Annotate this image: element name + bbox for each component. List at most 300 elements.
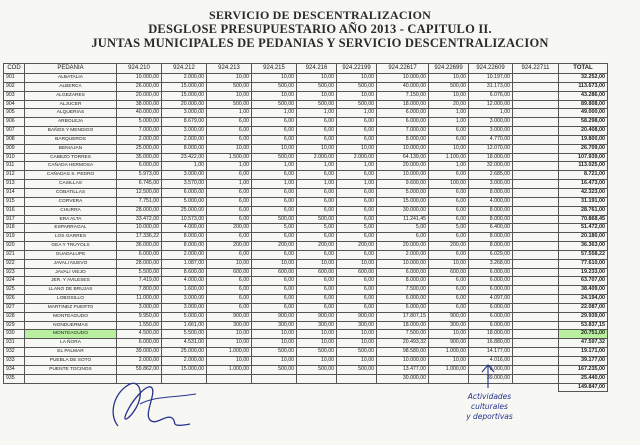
- cell-924212: 3.000,00: [162, 295, 207, 304]
- cell-pedania: ERA ALTA: [25, 215, 117, 224]
- cell-cod: 915: [4, 197, 25, 206]
- cell-92422199: 10,00: [337, 91, 377, 100]
- cell-cod: 903: [4, 91, 25, 100]
- cell-92422699: 6,00: [429, 295, 469, 304]
- cell-924210: 7.419,00: [117, 277, 162, 286]
- cell-total: 49.000,00: [559, 109, 608, 118]
- cell-92422699: 100,00: [429, 180, 469, 189]
- cell-924212: 3.000,00: [162, 171, 207, 180]
- cell-924215: 600,00: [252, 268, 297, 277]
- cell-924212: 2.000,00: [162, 135, 207, 144]
- cell-total: 19.800,00: [559, 135, 608, 144]
- cell-92422617: 8.000,00: [377, 277, 429, 286]
- cell-92422609: 3.000,00: [469, 180, 513, 189]
- cell-total: 42.323,00: [559, 188, 608, 197]
- empty-cell: [429, 383, 469, 392]
- cell-92422617: 20.000,00: [377, 162, 429, 171]
- cell-924215: [252, 374, 297, 383]
- cell-92422699: 1,00: [429, 109, 469, 118]
- cell-924213: 10,00: [207, 357, 252, 366]
- cell-924216: 6,00: [297, 188, 337, 197]
- cell-924213: 10,00: [207, 339, 252, 348]
- cell-924215: 10,00: [252, 357, 297, 366]
- cell-92422711: [513, 374, 559, 383]
- cell-924213: 200,00: [207, 242, 252, 251]
- cell-924210: 35.000,00: [117, 153, 162, 162]
- cell-92422617: 7.000,00: [377, 127, 429, 136]
- cell-92422711: [513, 82, 559, 91]
- cell-924213: 6,00: [207, 127, 252, 136]
- cell-total: 28.761,00: [559, 206, 608, 215]
- cell-92422609: 6.029,00: [469, 250, 513, 259]
- cell-92422699: 600,00: [429, 268, 469, 277]
- cell-924216: 10,00: [297, 339, 337, 348]
- cell-924215: 1,00: [252, 109, 297, 118]
- cell-924216: 200,00: [297, 242, 337, 251]
- cell-92422617: 11.241,45: [377, 215, 429, 224]
- cell-cod: 917: [4, 215, 25, 224]
- cell-924213: 6,00: [207, 215, 252, 224]
- col-header-92422699: 924.22699: [429, 64, 469, 74]
- cell-924210: 12.500,00: [117, 188, 162, 197]
- table-row: [4, 330, 608, 339]
- cell-92422617: 7.150,00: [377, 91, 429, 100]
- cell-924213: 6,00: [207, 303, 252, 312]
- cell-924212: 3.000,00: [162, 127, 207, 136]
- cell-924213: 200,00: [207, 224, 252, 233]
- cell-cod: 914: [4, 188, 25, 197]
- col-header-924215: 924.215: [252, 64, 297, 74]
- cell-92422711: [513, 171, 559, 180]
- cell-pedania: CASILLAS: [25, 180, 117, 189]
- cell-924210: 7.800,00: [117, 286, 162, 295]
- table-row: [4, 365, 608, 374]
- cell-924210: 33.472,00: [117, 215, 162, 224]
- cell-924216: 6,00: [297, 303, 337, 312]
- cell-total: 53.837,15: [559, 321, 608, 330]
- cell-92422617: 98.580,00: [377, 348, 429, 357]
- empty-cell: [297, 383, 337, 392]
- cell-92422199: 10,00: [337, 339, 377, 348]
- cell-924215: 6,00: [252, 135, 297, 144]
- cell-pedania: PUEBLA DE SOTO: [25, 357, 117, 366]
- table-row: [4, 295, 608, 304]
- table-row: [4, 188, 608, 197]
- cell-92422609: 10.197,00: [469, 74, 513, 83]
- cell-pedania: ALGEZARES: [25, 91, 117, 100]
- cell-92422711: [513, 303, 559, 312]
- cell-924216: 6,00: [297, 250, 337, 259]
- cell-92422617: 10.000,00: [377, 74, 429, 83]
- cell-924210: 28.000,00: [117, 206, 162, 215]
- cell-92422199: 500,00: [337, 365, 377, 374]
- cell-92422609: 4.097,00: [469, 295, 513, 304]
- cell-92422609: 3.268,00: [469, 259, 513, 268]
- cell-92422617: 10.000,00: [377, 357, 429, 366]
- cell-924215: 10,00: [252, 91, 297, 100]
- cell-92422199: 6,00: [337, 233, 377, 242]
- cell-cod: 922: [4, 259, 25, 268]
- cell-cod: 905: [4, 109, 25, 118]
- cell-924212: 5.000,00: [162, 197, 207, 206]
- cell-924212: 8.600,00: [162, 268, 207, 277]
- cell-pedania: BAÑOS Y MENDIGO: [25, 127, 117, 136]
- cell-92422711: [513, 365, 559, 374]
- cell-92422711: [513, 180, 559, 189]
- cell-pedania: MONTEAGUDO: [25, 330, 117, 339]
- grand-total-row: [4, 383, 608, 392]
- col-header-924216: 924.216: [297, 64, 337, 74]
- cell-pedania: ARBOLEJA: [25, 118, 117, 127]
- cell-924210: 2.000,00: [117, 135, 162, 144]
- col-header-cod: COD: [4, 64, 25, 74]
- cell-924212: 8.679,00: [162, 118, 207, 127]
- cell-92422617: 9.600,00: [377, 180, 429, 189]
- cell-92422617: 10.000,00: [377, 171, 429, 180]
- cell-924216: 500,00: [297, 365, 337, 374]
- cell-total: 47.597,32: [559, 339, 608, 348]
- cell-924213: 1,00: [207, 180, 252, 189]
- cell-92422199: 500,00: [337, 82, 377, 91]
- cell-924215: 6,00: [252, 277, 297, 286]
- cell-total: 25.440,00: [559, 374, 608, 383]
- cell-total: 26.709,00: [559, 144, 608, 153]
- cell-92422199: 6,00: [337, 171, 377, 180]
- cell-92422617: 6.000,00: [377, 268, 429, 277]
- cell-924210: 2.000,00: [117, 357, 162, 366]
- cell-924215: 10,00: [252, 144, 297, 153]
- header-row: [4, 64, 608, 74]
- cell-924213: [207, 374, 252, 383]
- cell-924215: 6,00: [252, 118, 297, 127]
- cell-92422617: 40.000,00: [377, 82, 429, 91]
- note-line-2: culturales: [471, 402, 508, 411]
- cell-92422699: 1,00: [429, 162, 469, 171]
- document-subtitle: DESGLOSE PRESUPUESTARIO AÑO 2013 - CAPITULO II.: [148, 22, 492, 36]
- cell-924215: 200,00: [252, 242, 297, 251]
- cell-924213: 600,00: [207, 268, 252, 277]
- cell-924216: 6,00: [297, 197, 337, 206]
- cell-total: 39.177,00: [559, 357, 608, 366]
- cell-924213: 1,00: [207, 162, 252, 171]
- cell-pedania: JAVALI NUEVO: [25, 259, 117, 268]
- cell-92422711: [513, 259, 559, 268]
- cell-92422711: [513, 74, 559, 83]
- cell-92422699: 6,00: [429, 250, 469, 259]
- cell-92422609: 14.177,00: [469, 348, 513, 357]
- cell-92422199: 200,00: [337, 242, 377, 251]
- cell-92422617: 13.477,00: [377, 365, 429, 374]
- cell-924216: 10,00: [297, 259, 337, 268]
- table-row: [4, 118, 608, 127]
- cell-pedania: EL PALMAR: [25, 348, 117, 357]
- cell-92422617: 8.000,00: [377, 135, 429, 144]
- cell-92422711: [513, 118, 559, 127]
- cell-924215: 300,00: [252, 321, 297, 330]
- cell-cod: 916: [4, 206, 25, 215]
- cell-92422199: 2.000,00: [337, 153, 377, 162]
- cell-pedania: LOS GARRES: [25, 233, 117, 242]
- cell-924213: 6,00: [207, 171, 252, 180]
- cell-924213: 10,00: [207, 91, 252, 100]
- cell-total: 70.868,45: [559, 215, 608, 224]
- cell-924216: 900,00: [297, 312, 337, 321]
- cell-92422199: 1,00: [337, 109, 377, 118]
- cell-92422609: 32.000,00: [469, 162, 513, 171]
- cell-total: 77.610,00: [559, 259, 608, 268]
- cell-total: 8.721,00: [559, 171, 608, 180]
- cell-total: 22.087,00: [559, 303, 608, 312]
- cell-92422699: 6,00: [429, 197, 469, 206]
- cell-924212: 8.000,00: [162, 233, 207, 242]
- cell-924213: 500,00: [207, 82, 252, 91]
- table-row: [4, 109, 608, 118]
- cell-924212: 8.000,00: [162, 242, 207, 251]
- cell-924212: 8.000,00: [162, 144, 207, 153]
- cell-92422199: 300,00: [337, 321, 377, 330]
- cell-92422699: 6,00: [429, 215, 469, 224]
- table-row: [4, 144, 608, 153]
- cell-total: 38.409,00: [559, 286, 608, 295]
- empty-cell: [377, 383, 429, 392]
- cell-92422699: 6,00: [429, 206, 469, 215]
- cell-924216: 10,00: [297, 91, 337, 100]
- cell-924216: 6,00: [297, 286, 337, 295]
- cell-92422617: 15.000,00: [377, 197, 429, 206]
- cell-pedania: BENIAJAN: [25, 144, 117, 153]
- cell-92422617: 10.000,00: [377, 144, 429, 153]
- cell-92422711: [513, 100, 559, 109]
- cell-cod: 908: [4, 135, 25, 144]
- cell-92422199: 6,00: [337, 250, 377, 259]
- cell-92422699: 6,00: [429, 303, 469, 312]
- cell-cod: 920: [4, 242, 25, 251]
- cell-924213: 1,00: [207, 109, 252, 118]
- cell-92422711: [513, 339, 559, 348]
- col-header-pedania: PEDANIA: [25, 64, 117, 74]
- cell-cod: 919: [4, 233, 25, 242]
- cell-92422711: [513, 197, 559, 206]
- cell-92422609: 39.000,00: [469, 374, 513, 383]
- cell-92422609: 6.000,00: [469, 312, 513, 321]
- empty-cell: [252, 383, 297, 392]
- cell-924216: 1,00: [297, 109, 337, 118]
- cell-924210: 6.000,00: [117, 250, 162, 259]
- cell-924216: 6,00: [297, 118, 337, 127]
- table-row: [4, 250, 608, 259]
- cell-92422699: 900,00: [429, 312, 469, 321]
- cell-924210: 5.500,00: [117, 268, 162, 277]
- cell-924216: 6,00: [297, 295, 337, 304]
- cell-pedania: MONTEAGUDO: [25, 312, 117, 321]
- cell-92422199: 10,00: [337, 144, 377, 153]
- cell-92422699: 900,00: [429, 339, 469, 348]
- cell-924212: 6.000,00: [162, 188, 207, 197]
- cell-cod: 907: [4, 127, 25, 136]
- cell-92422609: 6.000,00: [469, 303, 513, 312]
- cell-92422617: 20.000,00: [377, 242, 429, 251]
- cell-924210: 6.000,00: [117, 162, 162, 171]
- cell-924212: 3.000,00: [162, 109, 207, 118]
- cell-92422609: 8.000,00: [469, 365, 513, 374]
- cell-92422699: 6,00: [429, 135, 469, 144]
- cell-total: 89.808,00: [559, 100, 608, 109]
- cell-924213: 6,00: [207, 295, 252, 304]
- table-row: [4, 180, 608, 189]
- cell-92422617: 6,00: [377, 233, 429, 242]
- table-row: [4, 206, 608, 215]
- cell-total: 167.235,00: [559, 365, 608, 374]
- cell-pedania: NONDUERMAS: [25, 321, 117, 330]
- cell-924215: 6,00: [252, 286, 297, 295]
- note-line-1: Actividades: [467, 392, 512, 401]
- cell-92422609: 6.076,00: [469, 91, 513, 100]
- cell-pedania: BARQUEROS: [25, 135, 117, 144]
- cell-924216: 6,00: [297, 233, 337, 242]
- cell-92422617: 6.000,00: [377, 118, 429, 127]
- cell-total: 113.025,00: [559, 162, 608, 171]
- col-header-92422609: 924.22609: [469, 64, 513, 74]
- cell-pedania: LLANO DE BRUJAS: [25, 286, 117, 295]
- cell-924215: 500,00: [252, 153, 297, 162]
- cell-92422617: 5.000,00: [377, 188, 429, 197]
- cell-92422699: [429, 374, 469, 383]
- cell-pedania: COBATILLAS: [25, 188, 117, 197]
- cell-92422617: 2.000,00: [377, 250, 429, 259]
- cell-92422199: 6,00: [337, 118, 377, 127]
- cell-924213: 6,00: [207, 233, 252, 242]
- cell-924210: 20.000,00: [117, 91, 162, 100]
- cell-924213: 6,00: [207, 188, 252, 197]
- cell-924215: 6,00: [252, 197, 297, 206]
- cell-924212: 1.600,00: [162, 286, 207, 295]
- cell-92422699: 6,00: [429, 127, 469, 136]
- cell-92422609: 6.000,00: [469, 277, 513, 286]
- cell-92422699: 6,00: [429, 188, 469, 197]
- cell-924216: 500,00: [297, 100, 337, 109]
- cell-924213: 1.500,00: [207, 153, 252, 162]
- cell-cod: 921: [4, 250, 25, 259]
- handwritten-signature: [100, 374, 210, 434]
- cell-92422699: 10,00: [429, 357, 469, 366]
- cell-92422199: 10,00: [337, 259, 377, 268]
- cell-92422609: 6.000,00: [469, 268, 513, 277]
- cell-924210: 36.000,00: [117, 242, 162, 251]
- cell-924216: 10,00: [297, 144, 337, 153]
- cell-924216: 300,00: [297, 321, 337, 330]
- cell-924210: 17.336,22: [117, 233, 162, 242]
- cell-92422609: 8.000,00: [469, 215, 513, 224]
- cell-92422199: 6,00: [337, 197, 377, 206]
- cell-924215: 500,00: [252, 100, 297, 109]
- cell-924216: 6,00: [297, 206, 337, 215]
- cell-92422699: 6,00: [429, 233, 469, 242]
- cell-92422617: 18.000,00: [377, 100, 429, 109]
- cell-92422199: 6,00: [337, 286, 377, 295]
- cell-92422699: 200,00: [429, 242, 469, 251]
- cell-924210: 9.950,00: [117, 312, 162, 321]
- cell-pedania: ALJUCER: [25, 100, 117, 109]
- cell-pedania: GEA Y TRUYOLS: [25, 242, 117, 251]
- table-row: [4, 277, 608, 286]
- cell-92422699: 1.100,00: [429, 153, 469, 162]
- col-header-924212: 924.212: [162, 64, 207, 74]
- cell-92422609: 8.000,00: [469, 233, 513, 242]
- cell-924212: 15.000,00: [162, 91, 207, 100]
- cell-924210: 5.000,00: [117, 118, 162, 127]
- cell-92422617: 18.000,00: [377, 321, 429, 330]
- col-header-92422617: 924.22617: [377, 64, 429, 74]
- cell-924212: 25.000,00: [162, 348, 207, 357]
- cell-92422617: 17.807,15: [377, 312, 429, 321]
- cell-92422199: 10,00: [337, 74, 377, 83]
- cell-924215: 10,00: [252, 259, 297, 268]
- empty-cell: [513, 383, 559, 392]
- cell-92422617: 30.000,00: [377, 206, 429, 215]
- col-header-924210: 924.210: [117, 64, 162, 74]
- cell-pedania: CABEZO TORRES: [25, 153, 117, 162]
- cell-92422609: 18.000,00: [469, 330, 513, 339]
- cell-cod: 904: [4, 100, 25, 109]
- cell-pedania: LA ÑORA: [25, 339, 117, 348]
- cell-92422199: 6,00: [337, 303, 377, 312]
- table-row: [4, 197, 608, 206]
- cell-924213: 10,00: [207, 259, 252, 268]
- cell-92422199: 6,00: [337, 188, 377, 197]
- cell-92422699: 20,00: [429, 100, 469, 109]
- cell-total: 43.286,00: [559, 91, 608, 100]
- cell-924215: 10,00: [252, 74, 297, 83]
- cell-924215: 6,00: [252, 206, 297, 215]
- cell-924216: [297, 374, 337, 383]
- cell-92422617: 20.493,32: [377, 339, 429, 348]
- table-row: [4, 303, 608, 312]
- cell-92422609: 3.000,00: [469, 118, 513, 127]
- cell-924216: 10,00: [297, 74, 337, 83]
- cell-pedania: CHURRA: [25, 206, 117, 215]
- cell-pedania: ESPARRAGAL: [25, 224, 117, 233]
- table-row: [4, 233, 608, 242]
- cell-cod: 909: [4, 144, 25, 153]
- cell-924213: 900,00: [207, 312, 252, 321]
- cell-92422711: [513, 206, 559, 215]
- cell-total: 16.473,00: [559, 180, 608, 189]
- cell-924215: 500,00: [252, 365, 297, 374]
- cell-total: 57.558,22: [559, 250, 608, 259]
- cell-924210: 7.751,00: [117, 197, 162, 206]
- cell-924213: 6,00: [207, 118, 252, 127]
- cell-924216: 1,00: [297, 180, 337, 189]
- cell-cod: 924: [4, 277, 25, 286]
- cell-924210: 10.000,00: [117, 224, 162, 233]
- cell-924216: 6,00: [297, 277, 337, 286]
- cell-92422617: 10.000,00: [377, 259, 429, 268]
- cell-92422199: 1,00: [337, 162, 377, 171]
- table-row: [4, 224, 608, 233]
- cell-total: 20.180,00: [559, 233, 608, 242]
- cell-92422609: 6.400,00: [469, 224, 513, 233]
- cell-92422199: 500,00: [337, 348, 377, 357]
- cell-924212: 25.000,00: [162, 206, 207, 215]
- cell-924212: 1.087,00: [162, 259, 207, 268]
- cell-total: 32.252,00: [559, 74, 608, 83]
- cell-924216: 10,00: [297, 357, 337, 366]
- cell-924212: 4.000,00: [162, 277, 207, 286]
- cell-pedania: PUENTE TOCINOS: [25, 365, 117, 374]
- cell-924216: 6,00: [297, 135, 337, 144]
- cell-cod: 933: [4, 357, 25, 366]
- cell-924212: 2.000,00: [162, 74, 207, 83]
